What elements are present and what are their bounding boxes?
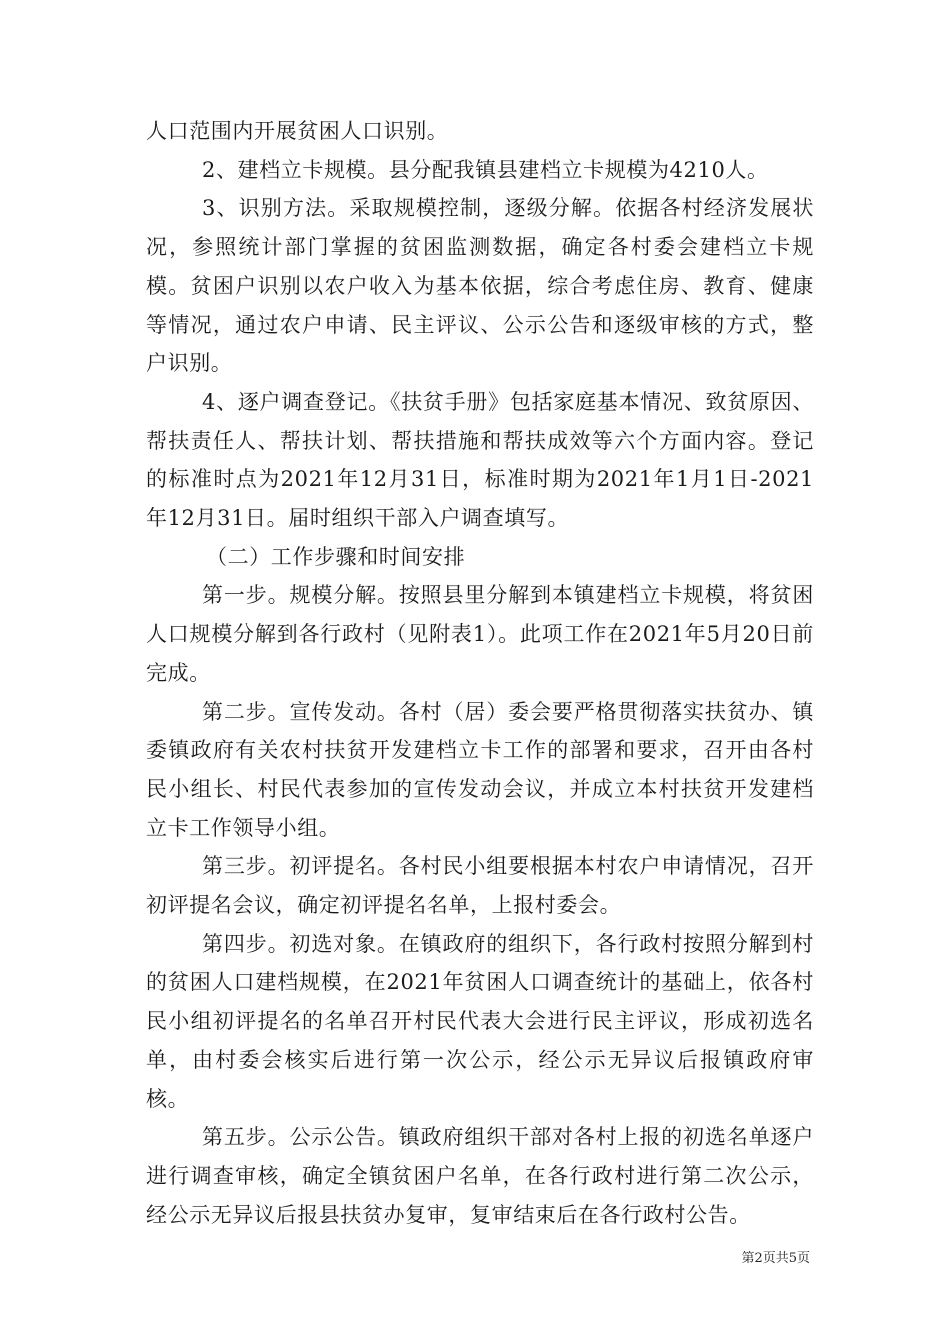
paragraph-step-1: 第一步。规模分解。按照县里分解到本镇建档立卡规模，将贫困人口规模分解到各行政村（见附表1）。此项工作在2021年5月20日前完成。 [146, 583, 814, 685]
paragraph-step-5: 第五步。公示公告。镇政府组织干部对各村上报的初选名单逐户进行调查审核，确定全镇贫困户名单，在各行政村进行第二次公示，经公示无异议后报县扶贫办复审，复审结束后在各行政村公告。 [146, 1125, 814, 1227]
paragraph-continuation: 人口范围内开展贫困人口识别。 [146, 119, 449, 143]
paragraph-step-3: 第三步。初评提名。各村民小组要根据本村农户申请情况，召开初评提名会议，确定初评提名名单，上报村委会。 [146, 854, 814, 918]
page-number-footer: 第2页共5页 [741, 1251, 810, 1266]
paragraph-registration: 4、逐户调查登记。《扶贫手册》包括家庭基本情况、致贫原因、帮扶责任人、帮扶计划、帮扶措施和帮扶成效等六个方面内容。登记的标准时点为2021年12月31日，标准时期为2021年1月1日-2021年12月31日。届时组织干部入户调查填写。 [146, 389, 814, 531]
section-heading: （二）工作步骤和时间安排 [206, 544, 466, 569]
document-body [146, 112, 814, 1234]
paragraph-step-2: 第二步。宣传发动。各村（居）委会要严格贯彻落实扶贫办、镇委镇政府有关农村扶贫开发建档立卡工作的部署和要求，召开由各村民小组长、村民代表参加的宣传发动会议，并成立本村扶贫开发建档立卡工作领导小组。 [146, 699, 814, 840]
paragraph-scale: 2、建档立卡规模。县分配我镇县建档立卡规模为4210人。 [202, 157, 769, 182]
paragraph-step-4: 第四步。初选对象。在镇政府的组织下，各行政村按照分解到村的贫困人口建档规模，在2021年贫困人口调查统计的基础上，依各村民小组初评提名的名单召开村民代表大会进行民主评议，形成初选名单，由村委会核实后进行第一次公示，经公示无异议后报镇政府审核。 [146, 931, 814, 1111]
paragraph-method: 3、识别方法。采取规模控制，逐级分解。依据各村经济发展状况，参照统计部门掌握的贫困监测数据，确定各村委会建档立卡规模。贫困户识别以农户收入为基本依据，综合考虑住房、教育、健康等情况，通过农户申请、民主评议、公示公告和逐级审核的方式，整户识别。 [146, 196, 814, 376]
